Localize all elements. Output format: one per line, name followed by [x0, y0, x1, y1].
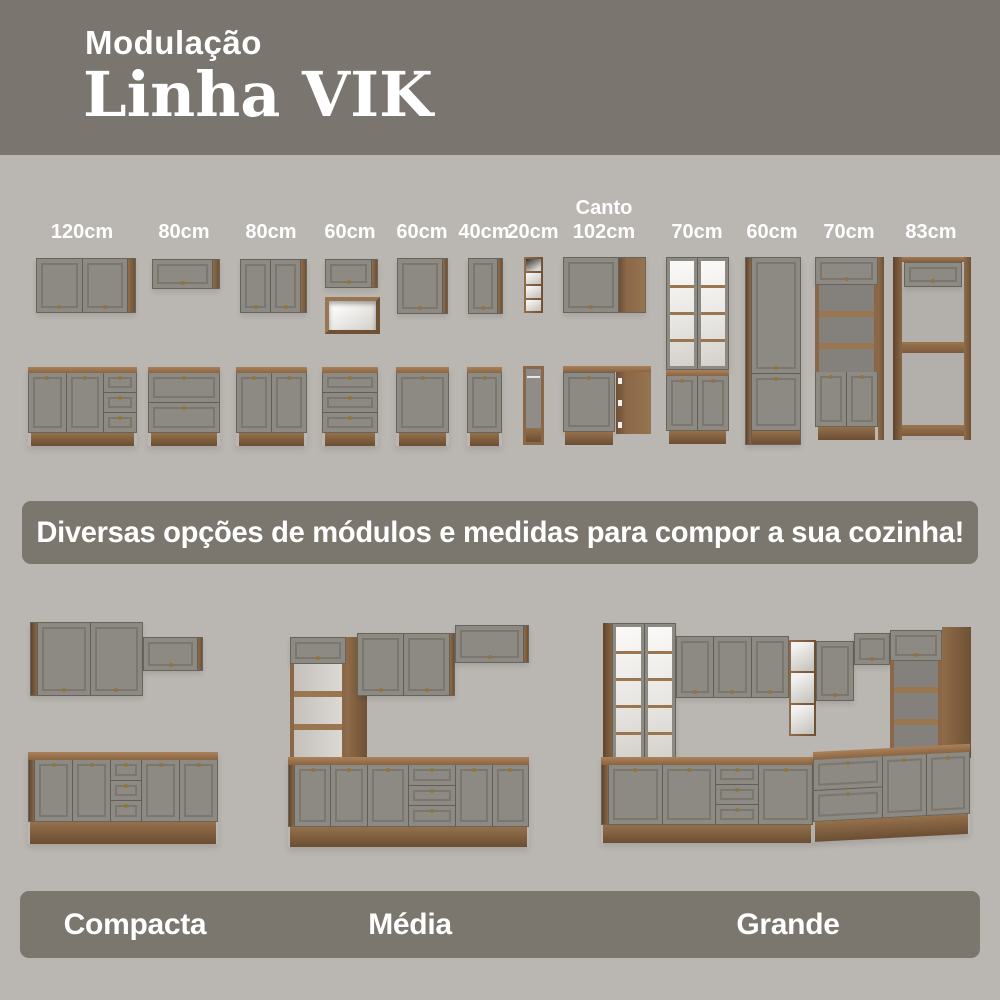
size-label-70cm-a: 70cm [671, 221, 723, 243]
module-illustration-60cm-drawer-base [322, 367, 378, 446]
size-label-20cm: 20cm [507, 221, 559, 243]
size-label-60cm-a: 60cm [324, 221, 376, 243]
kitchen-options-bar [20, 891, 980, 958]
module-illustration-80cm-flip-base [148, 367, 220, 446]
size-label-canto-prefix: Canto [575, 197, 633, 219]
kitchen-option-media: Média [368, 908, 452, 941]
header-kicker: Modulação [85, 24, 262, 61]
module-illustration-80cm-base [236, 367, 307, 446]
size-label-83cm: 83cm [905, 221, 957, 243]
module-illustration-20cm-open-base [523, 366, 544, 445]
module-illustration-60cm-pantry [745, 257, 801, 445]
size-label-60cm-c: 60cm [746, 221, 798, 243]
size-label-70cm-b: 70cm [823, 221, 875, 243]
module-illustration-canto-102cm-base [563, 366, 651, 445]
module-illustration-70cm-glass-display [666, 257, 729, 445]
module-illustration-80cm-wall [240, 259, 307, 313]
module-illustration-120cm-base [28, 367, 137, 446]
module-illustration-60cm-open-niche [325, 297, 380, 334]
module-illustration-60cm-flip-wall [325, 259, 378, 288]
size-label-40cm: 40cm [458, 221, 510, 243]
module-illustration-83cm-fridge-frame [893, 257, 971, 445]
size-label-60cm-b: 60cm [396, 221, 448, 243]
module-illustration-60cm-wall [397, 258, 448, 314]
banner-tagline [22, 501, 978, 564]
banner-tagline-text: Diversas opções de módulos e medidas para compor a sua cozinha! [36, 515, 964, 549]
module-illustration-120cm-wall [36, 258, 136, 313]
size-label-canto-size: 102cm [572, 221, 636, 243]
module-illustration-40cm-base [467, 367, 502, 446]
size-label-canto-102cm [562, 196, 646, 244]
kitchen-option-compacta: Compacta [63, 908, 207, 941]
page-title: Linha VIK [83, 58, 434, 131]
size-label-80cm-b: 80cm [245, 221, 297, 243]
size-label-120cm: 120cm [50, 221, 114, 243]
module-illustration-20cm-open-shelf-wall [524, 257, 543, 313]
module-illustration-60cm-base [396, 367, 449, 446]
header-banner [0, 0, 1000, 155]
module-illustration-canto-102cm-wall [563, 257, 646, 313]
module-illustration-40cm-wall [468, 258, 503, 314]
module-illustration-70cm-oven-tower [815, 257, 884, 445]
module-illustration-80cm-flip-wall [152, 259, 220, 289]
kitchen-option-grande: Grande [736, 908, 840, 941]
size-label-80cm-a: 80cm [158, 221, 210, 243]
